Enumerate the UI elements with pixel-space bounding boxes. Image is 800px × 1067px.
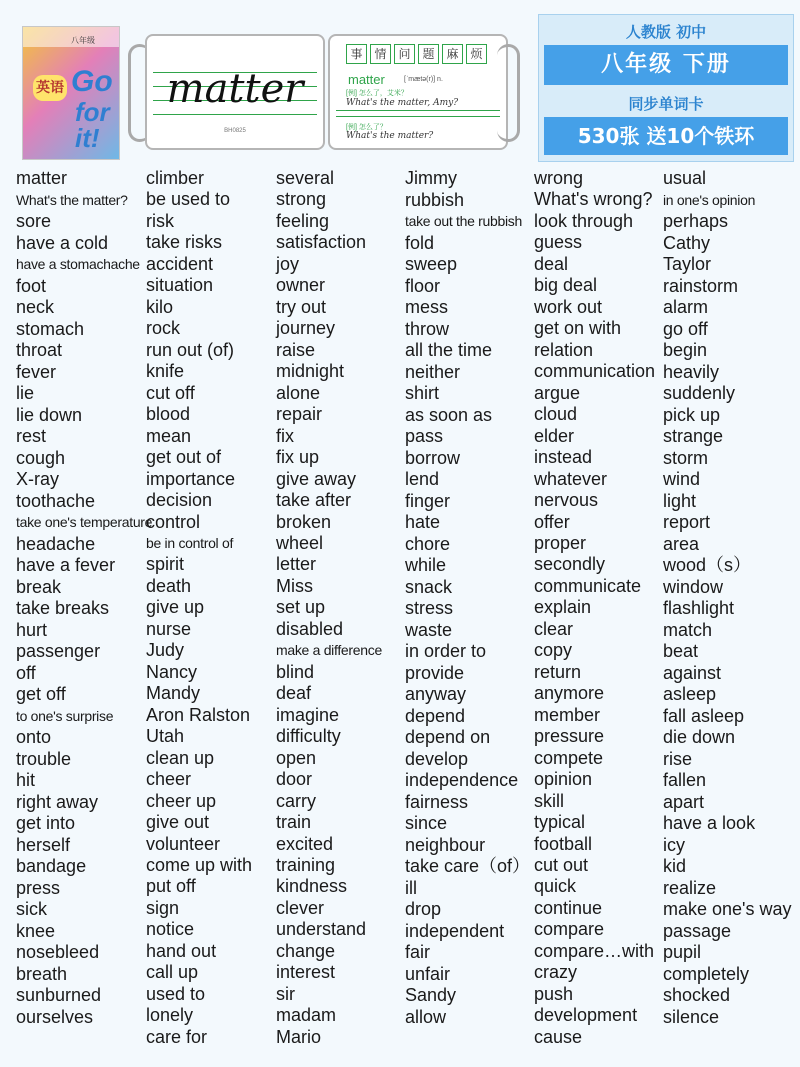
vocab-word: take after xyxy=(276,490,352,511)
vocab-word: pass xyxy=(405,426,444,446)
vocab-word: imagine xyxy=(276,704,340,725)
vocab-word: have a fever xyxy=(16,555,116,575)
vocab-word: training xyxy=(276,855,336,875)
vocab-word: develop xyxy=(405,748,469,769)
vocab-word: feeling xyxy=(276,210,330,231)
vocab-word: to one's surprise xyxy=(16,707,114,724)
vocab-word: fix xyxy=(276,425,294,446)
vocab-word: get out of xyxy=(146,447,222,468)
product-type-label: 同步单词卡 xyxy=(628,95,704,113)
vocab-word: notice xyxy=(146,919,195,940)
vocab-word: be in control of xyxy=(146,534,234,551)
vocab-word: begin xyxy=(663,340,708,360)
vocab-word: work out xyxy=(534,296,603,317)
vocab-word: apart xyxy=(663,791,705,812)
vocab-word: area xyxy=(663,533,700,554)
chinese-char: 情 xyxy=(370,44,391,64)
vocab-word: blood xyxy=(146,404,191,425)
card-back-word: matter xyxy=(348,72,385,87)
vocab-word: journey xyxy=(276,318,336,339)
vocab-word: passenger xyxy=(16,641,101,661)
vocab-word: asleep xyxy=(663,684,717,704)
vocab-word: madam xyxy=(276,1005,337,1026)
vocab-word: depend xyxy=(405,705,466,726)
vocab-word: cause xyxy=(534,1026,583,1047)
vocab-word: care for xyxy=(146,1026,208,1047)
vocab-word: repair xyxy=(276,404,323,425)
vocab-word: Miss xyxy=(276,575,313,596)
vocab-word: communication xyxy=(534,361,656,382)
vocab-word: risk xyxy=(146,210,174,231)
vocab-word: nervous xyxy=(534,490,599,511)
vocab-word: trouble xyxy=(16,748,72,769)
guide-line xyxy=(336,116,500,117)
vocab-word: crazy xyxy=(534,962,578,983)
vocab-word: control xyxy=(146,511,201,532)
vocab-word: Mario xyxy=(276,1026,322,1047)
vocab-word: in one's opinion xyxy=(663,191,756,208)
grade-volume-bar: 八年级 下册 xyxy=(544,45,788,85)
vocab-word: decision xyxy=(146,490,213,511)
vocab-word: go off xyxy=(663,318,708,339)
vocab-word: continue xyxy=(534,897,603,918)
vocab-word: match xyxy=(663,619,713,640)
vocab-word: finger xyxy=(405,490,451,511)
vocab-word: accident xyxy=(146,253,214,274)
vocab-word: look through xyxy=(534,210,634,231)
cover-for-it: for it! xyxy=(75,97,110,153)
vocab-word: snack xyxy=(405,576,453,597)
vocab-word: wind xyxy=(663,469,701,489)
vocab-word: sick xyxy=(16,899,47,919)
vocab-word: quick xyxy=(534,876,577,897)
vocab-word: neither xyxy=(405,361,461,382)
cover-subject: 英语 xyxy=(33,75,67,101)
vocab-word: push xyxy=(534,983,574,1004)
vocab-word: ill xyxy=(405,877,417,898)
vocab-word: matter xyxy=(16,168,68,188)
vocab-word: secondly xyxy=(534,554,606,575)
vocab-word: try out xyxy=(276,296,327,317)
vocab-word: pressure xyxy=(534,726,605,747)
vocabulary-columns xyxy=(0,168,800,1063)
vocab-word: usual xyxy=(663,168,707,188)
vocab-word: drop xyxy=(405,899,442,919)
vocab-word: fairness xyxy=(405,791,469,812)
vocab-word: typical xyxy=(534,812,586,833)
example-label-2: [例] 怎么了？ xyxy=(346,124,387,131)
vocab-word: since xyxy=(405,813,448,833)
vocab-word: passage xyxy=(663,920,732,941)
vocab-word: Sandy xyxy=(405,985,457,1005)
vocab-word: sweep xyxy=(405,254,458,274)
vocab-word: rainstorm xyxy=(663,275,739,296)
vocab-word: make a difference xyxy=(276,642,382,659)
vocab-word: kindness xyxy=(276,876,348,897)
vocab-word: have a look xyxy=(663,813,756,833)
vocab-word: broken xyxy=(276,511,332,532)
vocab-word: fair xyxy=(405,942,431,962)
vocab-word: nurse xyxy=(146,618,192,639)
vocab-word: neck xyxy=(16,297,55,317)
vocab-word: unfair xyxy=(405,963,451,984)
vocab-word: beat xyxy=(663,641,699,661)
vocab-word: take risks xyxy=(146,232,223,253)
cover-grade: 八年级 xyxy=(71,36,95,45)
vocab-word: anymore xyxy=(534,683,605,704)
vocab-word: volunteer xyxy=(146,833,221,854)
vocab-word: get off xyxy=(16,684,66,704)
vocab-word: take out the rubbish xyxy=(405,213,522,229)
vocab-word: blind xyxy=(276,661,315,682)
vocab-word: cheer xyxy=(146,769,192,790)
vocab-word: death xyxy=(146,575,192,596)
guide-line xyxy=(153,114,317,115)
example-label-1: [例] 怎么了，艾米？ xyxy=(346,90,408,97)
vocab-word: compare xyxy=(534,919,605,940)
vocab-word: onto xyxy=(16,727,52,747)
vocab-word: report xyxy=(663,512,711,532)
vocab-word: all the time xyxy=(405,340,493,360)
vocab-word: run out (of) xyxy=(146,339,235,360)
chinese-char: 麻 xyxy=(442,44,463,64)
vocab-word: press xyxy=(16,877,61,898)
chinese-char: 烦 xyxy=(466,44,487,64)
vocab-word: neighbour xyxy=(405,834,486,855)
vocab-word: headache xyxy=(16,533,96,554)
vocab-word: throw xyxy=(405,318,450,339)
word-column xyxy=(534,168,662,1063)
example-sentence-2: What's the matter? xyxy=(346,131,434,141)
textbook-cover xyxy=(22,26,120,160)
vocab-word: wrong xyxy=(534,168,584,188)
vocab-word: allow xyxy=(405,1006,447,1027)
word-column xyxy=(276,168,404,1063)
vocab-word: cloud xyxy=(534,404,578,425)
vocab-word: Cathy xyxy=(663,232,711,253)
vocab-word: used to xyxy=(146,983,206,1004)
vocab-word: hurt xyxy=(16,619,48,640)
word-card-back xyxy=(328,34,508,150)
vocab-word: shirt xyxy=(405,383,440,403)
vocab-word: completely xyxy=(663,963,750,984)
vocab-word: satisfaction xyxy=(276,232,367,253)
vocab-word: What's wrong? xyxy=(534,189,653,210)
vocab-word: train xyxy=(276,812,312,833)
vocab-word: alarm xyxy=(663,297,709,317)
vocab-word: Judy xyxy=(146,640,185,661)
vocab-word: make one's way xyxy=(663,899,792,919)
vocab-word: give out xyxy=(146,812,210,833)
vocab-word: throat xyxy=(16,340,63,360)
vocab-word: kilo xyxy=(146,296,174,317)
vocab-word: strange xyxy=(663,426,724,446)
vocab-word: member xyxy=(534,704,601,725)
vocab-word: suddenly xyxy=(663,383,736,403)
vocab-word: rest xyxy=(16,426,47,446)
vocab-word: fall asleep xyxy=(663,705,745,726)
vocab-word: cough xyxy=(16,447,66,468)
edition-label: 人教版 初中 xyxy=(625,23,707,41)
vocab-word: die down xyxy=(663,727,736,747)
vocab-word: heavily xyxy=(663,361,720,382)
vocab-word: fever xyxy=(16,361,57,382)
guide-line xyxy=(336,110,500,111)
vocab-word: Jimmy xyxy=(405,168,457,188)
example-sentence-1: What's the matter, Amy? xyxy=(346,98,459,108)
vocab-word: door xyxy=(276,769,313,790)
word-card-front xyxy=(145,34,325,150)
vocab-word: sir xyxy=(276,983,295,1004)
vocab-word: waste xyxy=(405,619,453,640)
vocab-word: window xyxy=(663,576,724,597)
vocab-word: football xyxy=(534,833,593,854)
vocab-word: silence xyxy=(663,1006,720,1027)
vocab-word: provide xyxy=(405,662,465,683)
vocab-word: sore xyxy=(16,211,52,231)
vocab-word: spirit xyxy=(146,554,185,575)
vocab-word: several xyxy=(276,168,335,188)
vocab-word: opinion xyxy=(534,769,593,790)
vocab-word: light xyxy=(663,490,697,511)
vocab-word: against xyxy=(663,662,722,683)
vocab-word: offer xyxy=(534,511,570,532)
vocab-word: whatever xyxy=(534,468,608,489)
vocab-word: communicate xyxy=(534,575,642,596)
vocab-word: shocked xyxy=(663,985,731,1005)
vocab-word: toothache xyxy=(16,490,96,511)
vocab-word: big deal xyxy=(534,275,598,296)
card-word: matter xyxy=(166,66,304,112)
vocab-word: in order to xyxy=(405,641,487,661)
vocab-word: X-ray xyxy=(16,469,60,489)
chinese-char: 题 xyxy=(418,44,439,64)
vocab-word: importance xyxy=(146,468,236,489)
vocab-word: fix up xyxy=(276,447,320,468)
vocab-word: relation xyxy=(534,339,594,360)
vocab-word: skill xyxy=(534,790,564,811)
vocab-word: cut off xyxy=(146,382,195,403)
vocab-word: borrow xyxy=(405,447,461,468)
word-column xyxy=(16,168,153,1063)
vocab-word: compete xyxy=(534,747,604,768)
vocab-word: give up xyxy=(146,597,205,618)
vocab-word: have a stomachache xyxy=(16,256,140,272)
vocab-word: compare…with xyxy=(534,940,655,961)
card-code: BH0825 xyxy=(224,128,246,134)
cover-go: Go xyxy=(71,65,113,98)
vocab-word: chore xyxy=(405,533,451,554)
vocab-word: disabled xyxy=(276,618,344,639)
chinese-char: 问 xyxy=(394,44,415,64)
vocab-word: off xyxy=(16,662,36,683)
vocab-word: copy xyxy=(534,640,573,661)
vocab-word: hate xyxy=(405,512,441,532)
vocab-word: letter xyxy=(276,554,317,575)
vocab-word: herself xyxy=(16,834,71,855)
vocab-word: alone xyxy=(276,382,321,403)
product-info-panel xyxy=(538,14,794,162)
vocab-word: put off xyxy=(146,876,196,897)
vocab-word: call up xyxy=(146,962,199,983)
vocab-word: strong xyxy=(276,189,327,210)
vocab-word: carry xyxy=(276,790,316,811)
vocab-word: excited xyxy=(276,833,334,854)
vocab-word: lie down xyxy=(16,404,83,425)
vocab-word: stress xyxy=(405,598,454,618)
chinese-char: 事 xyxy=(346,44,367,64)
vocab-word: get into xyxy=(16,813,76,833)
binder-ring xyxy=(497,44,520,142)
vocab-word: sign xyxy=(146,897,180,918)
vocab-word: take breaks xyxy=(16,598,110,618)
vocab-word: situation xyxy=(146,275,214,296)
vocab-word: clean up xyxy=(146,747,215,768)
vocab-word: perhaps xyxy=(663,211,729,231)
vocab-word: explain xyxy=(534,597,592,618)
vocab-word: pick up xyxy=(663,404,721,425)
vocab-word: bandage xyxy=(16,856,87,876)
vocab-word: rubbish xyxy=(405,189,465,210)
vocab-word: right away xyxy=(16,791,99,812)
vocab-word: Taylor xyxy=(663,254,712,274)
word-column xyxy=(663,168,791,1063)
vocab-word: change xyxy=(276,940,336,961)
vocab-word: understand xyxy=(276,919,367,940)
vocab-word: take one's temperature xyxy=(16,514,153,530)
vocab-word: get on with xyxy=(534,318,622,339)
vocab-word: fallen xyxy=(663,770,707,790)
vocab-word: mess xyxy=(405,297,449,317)
vocab-word: come up with xyxy=(146,855,253,875)
vocab-word: elder xyxy=(534,425,575,446)
vocab-word: lie xyxy=(16,383,35,403)
vocab-word: climber xyxy=(146,168,205,188)
vocab-word: flashlight xyxy=(663,598,735,618)
vocab-word: Nancy xyxy=(146,661,198,682)
vocab-word: Mandy xyxy=(146,683,201,704)
vocab-word: break xyxy=(16,576,62,597)
vocab-word: take care（of） xyxy=(405,856,531,876)
vocab-word: open xyxy=(276,747,317,768)
vocab-word: instead xyxy=(534,447,593,468)
vocab-word: depend on xyxy=(405,727,491,747)
vocab-word: clear xyxy=(534,618,574,639)
vocab-word: hand out xyxy=(146,940,217,961)
vocab-word: proper xyxy=(534,532,587,553)
vocab-word: have a cold xyxy=(16,232,109,253)
vocab-word: pupil xyxy=(663,942,702,962)
pronunciation: [ˈmætə(r)] n. xyxy=(404,76,443,83)
vocab-word: floor xyxy=(405,275,441,296)
vocab-word: set up xyxy=(276,597,326,618)
chinese-meaning-row xyxy=(346,44,496,64)
vocab-word: wood（s） xyxy=(663,555,752,575)
vocab-word: lonely xyxy=(146,1005,194,1026)
vocab-word: Utah xyxy=(146,726,185,747)
vocab-word: knife xyxy=(146,361,185,382)
vocab-word: interest xyxy=(276,962,336,983)
vocab-word: give away xyxy=(276,468,357,489)
vocab-word: cut out xyxy=(534,855,589,875)
vocab-word: deaf xyxy=(276,683,312,704)
vocab-word: hit xyxy=(16,770,36,790)
vocab-word: owner xyxy=(276,275,326,296)
vocab-word: knee xyxy=(16,920,56,941)
vocab-word: nosebleed xyxy=(16,942,100,962)
vocab-word: raise xyxy=(276,339,316,360)
vocab-word: clever xyxy=(276,897,325,918)
vocab-word: anyway xyxy=(405,684,467,704)
vocab-word: independence xyxy=(405,770,519,790)
vocab-word: realize xyxy=(663,877,717,898)
vocab-word: Aron Ralston xyxy=(146,704,251,725)
vocab-word: fold xyxy=(405,232,435,253)
vocab-word: midnight xyxy=(276,361,345,382)
vocab-word: as soon as xyxy=(405,404,493,425)
card-count-bar: 530张 送10个铁环 xyxy=(544,117,788,155)
vocab-word: wheel xyxy=(276,532,324,553)
vocab-word: deal xyxy=(534,253,569,274)
vocab-word: rock xyxy=(146,318,181,339)
vocab-word: rise xyxy=(663,748,693,769)
vocab-word: stomach xyxy=(16,318,85,339)
vocab-word: storm xyxy=(663,447,708,468)
header-banner xyxy=(0,0,800,168)
vocab-word: while xyxy=(405,555,447,575)
vocab-word: guess xyxy=(534,232,583,253)
vocab-word: breath xyxy=(16,963,68,984)
word-column xyxy=(405,168,533,1063)
vocab-word: ourselves xyxy=(16,1006,94,1027)
vocab-word: foot xyxy=(16,275,47,296)
vocab-word: independent xyxy=(405,920,505,941)
vocab-word: argue xyxy=(534,382,581,403)
vocab-word: lend xyxy=(405,469,440,489)
word-column xyxy=(146,168,274,1063)
vocab-word: icy xyxy=(663,834,685,855)
vocab-word: development xyxy=(534,1005,638,1026)
vocab-word: cheer up xyxy=(146,790,217,811)
vocab-word: difficulty xyxy=(276,726,341,747)
vocab-word: joy xyxy=(276,253,300,274)
vocab-word: mean xyxy=(146,425,192,446)
vocab-word: kid xyxy=(663,856,687,876)
vocab-word: sunburned xyxy=(16,985,102,1005)
vocab-word: be used to xyxy=(146,189,231,210)
vocab-word: return xyxy=(534,661,582,682)
vocab-word: What's the matter? xyxy=(16,191,128,208)
